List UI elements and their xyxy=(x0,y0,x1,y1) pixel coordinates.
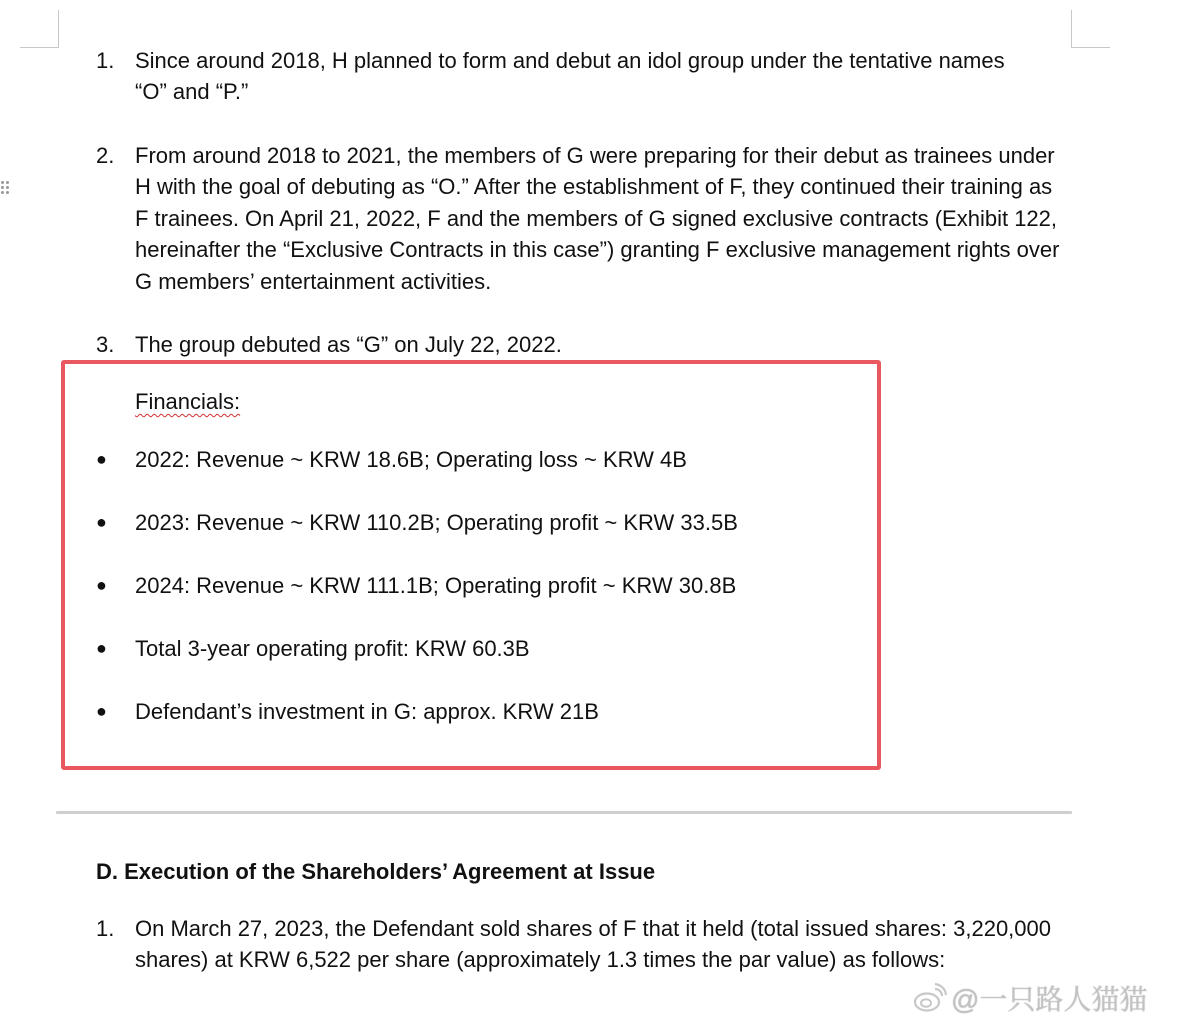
weibo-icon xyxy=(913,983,947,1013)
bullet-text: 2023: Revenue ~ KRW 110.2B; Operating profit ~ KRW 33.5B xyxy=(135,510,738,535)
page-corner-mark-top-left xyxy=(20,10,59,48)
bullet-text: 2024: Revenue ~ KRW 111.1B; Operating profit ~ KRW 30.8B xyxy=(135,573,737,598)
section-d-item-1 xyxy=(96,913,1056,976)
item-number: 1. xyxy=(96,48,115,73)
item-number: 2. xyxy=(96,143,115,168)
page-corner-mark-top-right xyxy=(1071,10,1110,48)
financials-bullet xyxy=(96,570,736,601)
item-text: On March 27, 2023, the Defendant sold shares of F that it held (total issued shares: 3,220,000 shares) at KRW 6,522 per share (approximately 1.3 times the par value) as follows: xyxy=(135,916,1051,973)
financials-bullet xyxy=(96,633,530,664)
item-number: 1. xyxy=(96,916,115,941)
bullet-icon: ● xyxy=(96,449,107,469)
watermark-text: @一只路人猫猫 xyxy=(951,984,1148,1015)
bullet-text: Defendant’s investment in G: approx. KRW 21B xyxy=(135,699,599,724)
numbered-item-1 xyxy=(96,45,1006,108)
bullet-icon: ● xyxy=(96,701,107,721)
bullet-icon: ● xyxy=(96,575,107,595)
item-text: From around 2018 to 2021, the members of G were preparing for their debut as trainees under H with the goal of debuting as “O.” After the establishment of F, they continued their training as F trainees. On April 21, 2022, F and the members of G signed exclusive contracts (Exhibit 122, hereinafter the “Exclusive Contracts in this case”) granting F exclusive management rights over G members’ entertainment activities. xyxy=(135,143,1060,294)
financials-bullet xyxy=(96,444,687,475)
financials-title: Financials: xyxy=(135,389,241,414)
item-text: The group debuted as “G” on July 22, 2022. xyxy=(135,332,562,357)
bullet-icon: ● xyxy=(96,638,107,658)
financials-bullet xyxy=(96,507,738,538)
item-number: 3. xyxy=(96,332,115,357)
watermark xyxy=(913,978,1147,1018)
bullet-icon: ● xyxy=(96,512,107,532)
bullet-text: 2022: Revenue ~ KRW 18.6B; Operating loss ~ KRW 4B xyxy=(135,447,687,472)
bullet-text: Total 3-year operating profit: KRW 60.3B xyxy=(135,636,530,661)
numbered-item-3 xyxy=(96,329,796,360)
section-heading: D. Execution of the Shareholders’ Agreement at Issue xyxy=(96,859,656,884)
paragraph-drag-handle-icon[interactable] xyxy=(1,181,9,197)
horizontal-rule xyxy=(56,811,1072,814)
item-text: Since around 2018, H planned to form and debut an idol group under the tentative names “O” and “P.” xyxy=(135,48,1005,105)
financials-bullet xyxy=(96,696,599,727)
numbered-item-2 xyxy=(96,140,1071,297)
